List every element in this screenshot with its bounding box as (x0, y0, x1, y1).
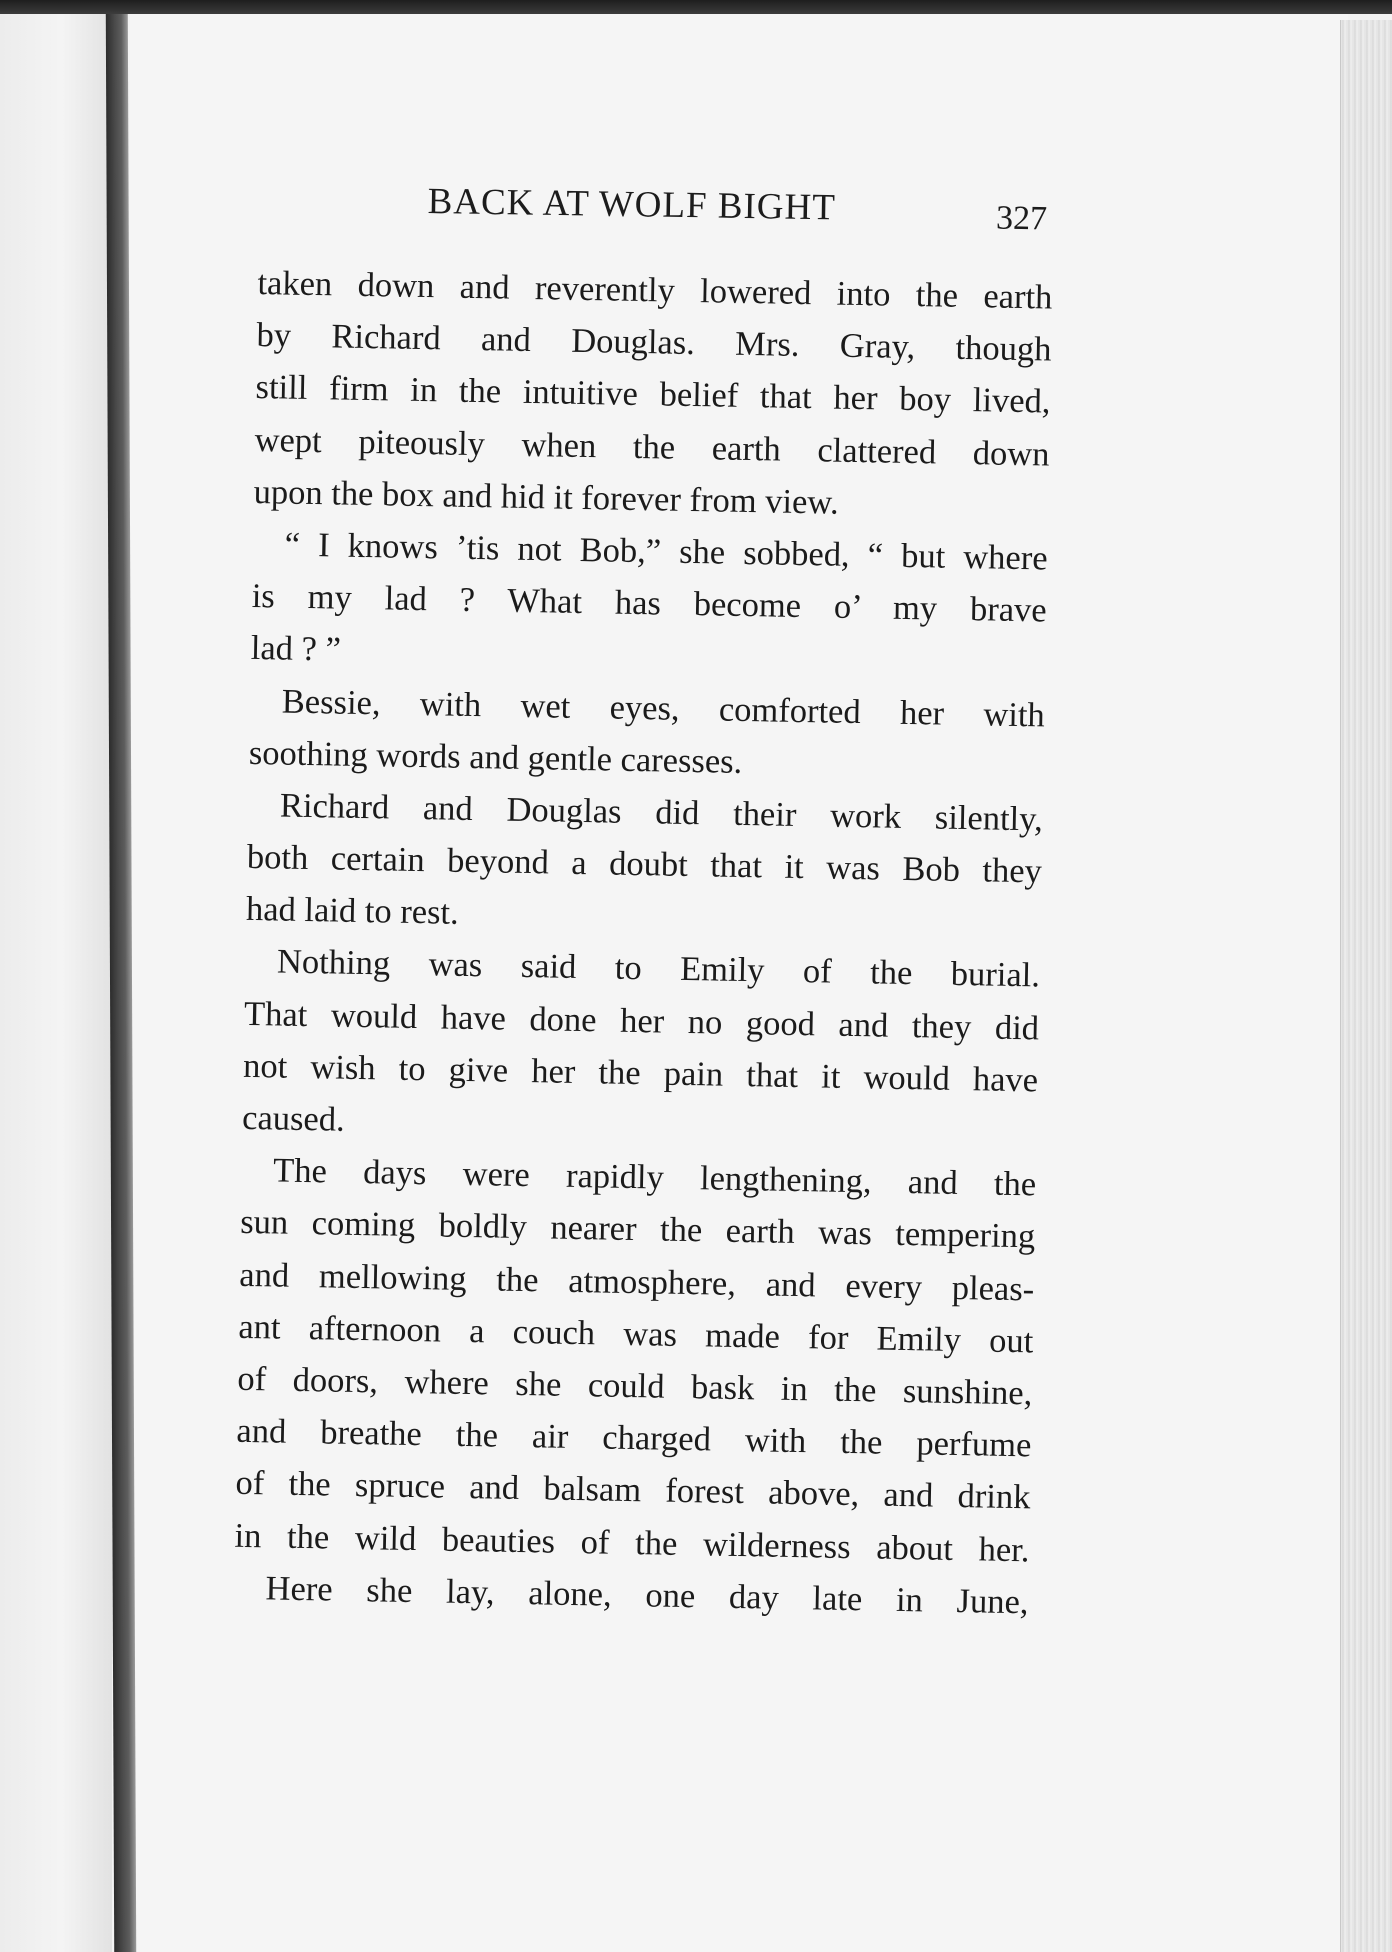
text-line: Bessie, with wet eyes, comforted her with (281, 682, 1046, 734)
page-number: 327 (995, 199, 1048, 238)
text-line: Here she lay, alone, one day late in June, (265, 1569, 1029, 1622)
text-line: is my lad ? What has become o’ my brave (251, 577, 1048, 630)
text-line: ant afternoon a couch was made for Emily out (238, 1307, 1034, 1361)
text-line: caused. (241, 1098, 346, 1139)
text-line: and mellowing the atmosphere, and every pleas- (239, 1255, 1035, 1308)
text-line: upon the box and hid it forever from view. (253, 472, 840, 522)
page-edges (1340, 20, 1392, 1952)
text-line: soothing words and gentle caresses. (248, 733, 743, 781)
text-line: Nothing was said to Emily of the burial. (276, 942, 1041, 995)
text-line: “ I knows ’tis not Bob,” she sobbed, “ but where (284, 525, 1048, 578)
text-line: not wish to give her the pain that it would have (242, 1046, 1039, 1100)
text-line: had laid to rest. (245, 890, 460, 933)
running-head: BACK AT WOLF BIGHT (427, 180, 837, 229)
text-line: both certain beyond a doubt that it was Bob they (246, 837, 1043, 891)
text-line: by Richard and Douglas. Mrs. Gray, though (256, 316, 1052, 369)
text-line: and breathe the air charged with the perfume (236, 1411, 1032, 1465)
text-line: still firm in the intuitive belief that her boy lived, (255, 368, 1051, 421)
text-line: wept piteously when the earth clattered down (254, 420, 1050, 474)
text-line: taken down and reverently lowered into the earth (257, 263, 1053, 317)
text-line: That would have done her no good and they did (243, 994, 1040, 1048)
text-line: in the wild beauties of the wilderness about her. (234, 1516, 1030, 1569)
body-text (233, 257, 1053, 1628)
left-page-margin (0, 8, 112, 1952)
text-line: of doors, where she could bask in the sunshine, (237, 1359, 1033, 1413)
text-line: The days were rapidly lengthening, and the (272, 1151, 1037, 1204)
text-line: lad ? ” (250, 629, 342, 669)
text-line: sun coming boldly nearer the earth was tempering (239, 1203, 1036, 1256)
text-line: Richard and Douglas did their work silently, (279, 786, 1044, 839)
text-line: of the spruce and balsam forest above, and drink (235, 1464, 1031, 1517)
scan-border (0, 0, 1392, 14)
